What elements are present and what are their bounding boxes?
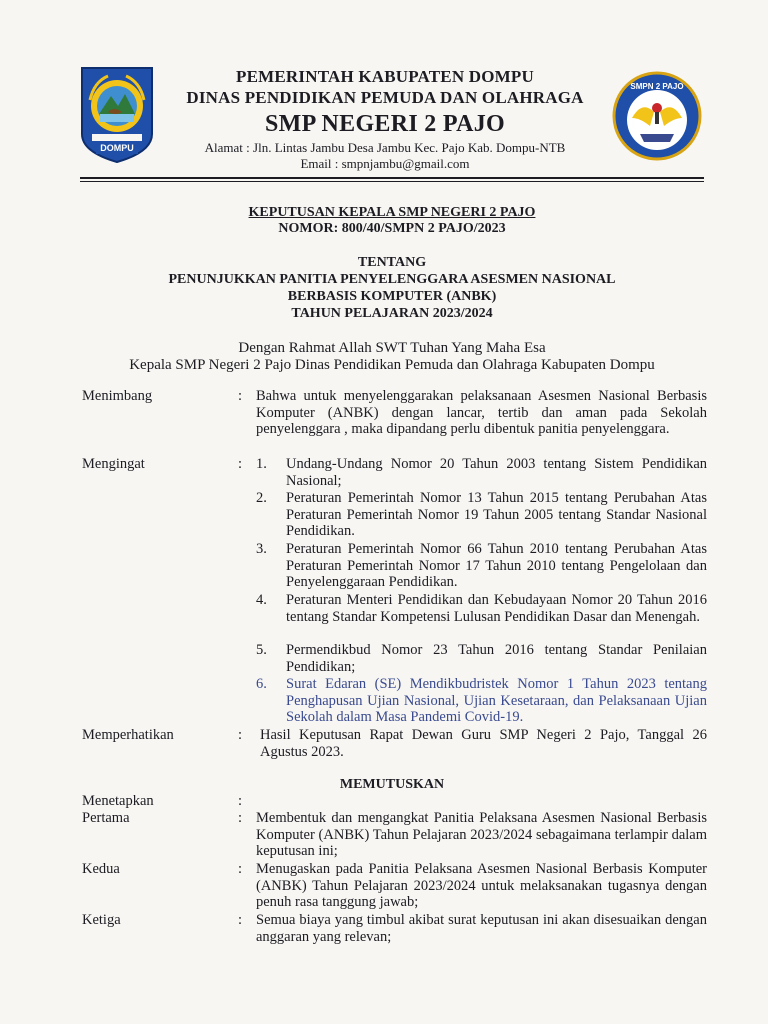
menimbang-label: Menimbang (82, 388, 153, 404)
subject-line-2: BERBASIS KOMPUTER (ANBK) (287, 289, 497, 304)
mengingat-item-6: Surat Edaran (SE) Mendikbudristek Nomor 1 Tahun 2023 tentang Penghapusan Ujian Nasional, Ujian Kesetaraan, dan Pelaksanaan Ujian Sekolah dalam Masa Pandemi Covid-19. (286, 676, 707, 725)
memutuskan-heading: MEMUTUSKAN (339, 777, 445, 792)
subject-line-1: PENUNJUKKAN PANITIA PENYELENGGARA ASESMEN NASIONAL (168, 272, 616, 287)
mengingat-item-5-num: 5. (256, 642, 267, 658)
ketiga-text: Semua biaya yang timbul akibat surat keputusan ini akan disesuaikan dengan anggaran yang relevan; (256, 912, 707, 945)
mengingat-label: Mengingat (82, 456, 145, 472)
smpn-2-pajo-logo (612, 68, 702, 168)
kedua-text: Menugaskan pada Panitia Pelaksana Asesmen Nasional Berbasis Komputer (ANBK) Tahun Pelajaran 2023/2024 untuk melaksanakan tugasnya dengan penuh rasa tanggung jawab; (256, 861, 707, 910)
mengingat-item-4: Peraturan Menteri Pendidikan dan Kebudayaan Nomor 20 Tahun 2016 tentang Standar Kompetensi Lulusan Pendidikan Dasar dan Menengah. (286, 592, 707, 625)
ketiga-colon: : (238, 912, 243, 928)
memperhatikan-colon: : (238, 727, 243, 743)
mengingat-item-5: Permendikbud Nomor 23 Tahun 2016 tentang Standar Penilaian Pendidikan; (286, 642, 707, 675)
mengingat-item-1-num: 1. (256, 456, 267, 472)
menimbang-text: Bahwa untuk menyelenggarakan pelaksanaan Asesmen Nasional Berbasis Komputer (ANBK) dengan lancar, tertib dan aman pada Sekolah penyelenggara , maka dipandang perlu dibentuk panitia penyelenggara. (256, 388, 707, 437)
dompu-logo-label: DOMPU (100, 143, 134, 153)
kedua-label: Kedua (82, 861, 120, 877)
dompu-logo (78, 64, 156, 164)
government-name: PEMERINTAH KABUPATEN DOMPU (236, 67, 534, 86)
mengingat-item-6-num: 6. (256, 676, 267, 692)
pertama-colon: : (238, 810, 243, 826)
smpn-logo-label: SMPN 2 PAJO (630, 82, 684, 91)
menetapkan-label: Menetapkan (82, 793, 154, 809)
mengingat-item-2-num: 2. (256, 490, 267, 506)
ketiga-label: Ketiga (82, 912, 121, 928)
subject-line-3: TAHUN PELAJARAN 2023/2024 (291, 306, 493, 321)
letterhead (160, 66, 610, 172)
school-email: Email : smpnjambu@gmail.com (300, 156, 470, 171)
agency-name: DINAS PENDIDIKAN PEMUDA DAN OLAHRAGA (186, 88, 584, 107)
mengingat-colon: : (238, 456, 243, 472)
decree-number: NOMOR: 800/40/SMPN 2 PAJO/2023 (278, 221, 506, 236)
preamble-line-1: Dengan Rahmat Allah SWT Tuhan Yang Maha Esa (238, 340, 546, 356)
kedua-colon: : (238, 861, 243, 877)
mengingat-item-3: Peraturan Pemerintah Nomor 66 Tahun 2010 tentang Perubahan Atas Peraturan Pemerintah Nomor 17 Tahun 2010 tentang Pengelolaan dan Penyelenggaraan Pendidikan. (286, 541, 707, 590)
mengingat-item-1: Undang-Undang Nomor 20 Tahun 2003 tentang Sistem Pendidikan Nasional; (286, 456, 707, 489)
school-address: Alamat : Jln. Lintas Jambu Desa Jambu Kec. Pajo Kab. Dompu-NTB (204, 140, 566, 155)
mengingat-item-2: Peraturan Pemerintah Nomor 13 Tahun 2015 tentang Perubahan Atas Peraturan Pemerintah Nomor 19 Tahun 2005 tentang Standar Nasional Pendidikan. (286, 490, 707, 539)
menetapkan-colon: : (238, 793, 243, 809)
pertama-label: Pertama (82, 810, 130, 826)
decree-title: KEPUTUSAN KEPALA SMP NEGERI 2 PAJO (248, 205, 536, 220)
menimbang-colon: : (238, 388, 243, 404)
header-rule-thick (80, 177, 704, 179)
school-name: SMP NEGERI 2 PAJO (264, 111, 505, 137)
about-heading: TENTANG (357, 255, 427, 270)
mengingat-item-4-num: 4. (256, 592, 267, 608)
pertama-text: Membentuk dan mengangkat Panitia Pelaksana Asesmen Nasional Berbasis Komputer (ANBK) Tahun Pelajaran 2023/2024 sebagaimana terlampir dalam keputusan ini; (256, 810, 707, 859)
header-rule-thin (80, 181, 704, 182)
mengingat-item-3-num: 3. (256, 541, 267, 557)
memperhatikan-text: Hasil Keputusan Rapat Dewan Guru SMP Negeri 2 Pajo, Tanggal 26 Agustus 2023. (260, 727, 707, 760)
memperhatikan-label: Memperhatikan (82, 727, 174, 743)
preamble-line-2: Kepala SMP Negeri 2 Pajo Dinas Pendidikan Pemuda dan Olahraga Kabupaten Dompu (129, 357, 655, 373)
